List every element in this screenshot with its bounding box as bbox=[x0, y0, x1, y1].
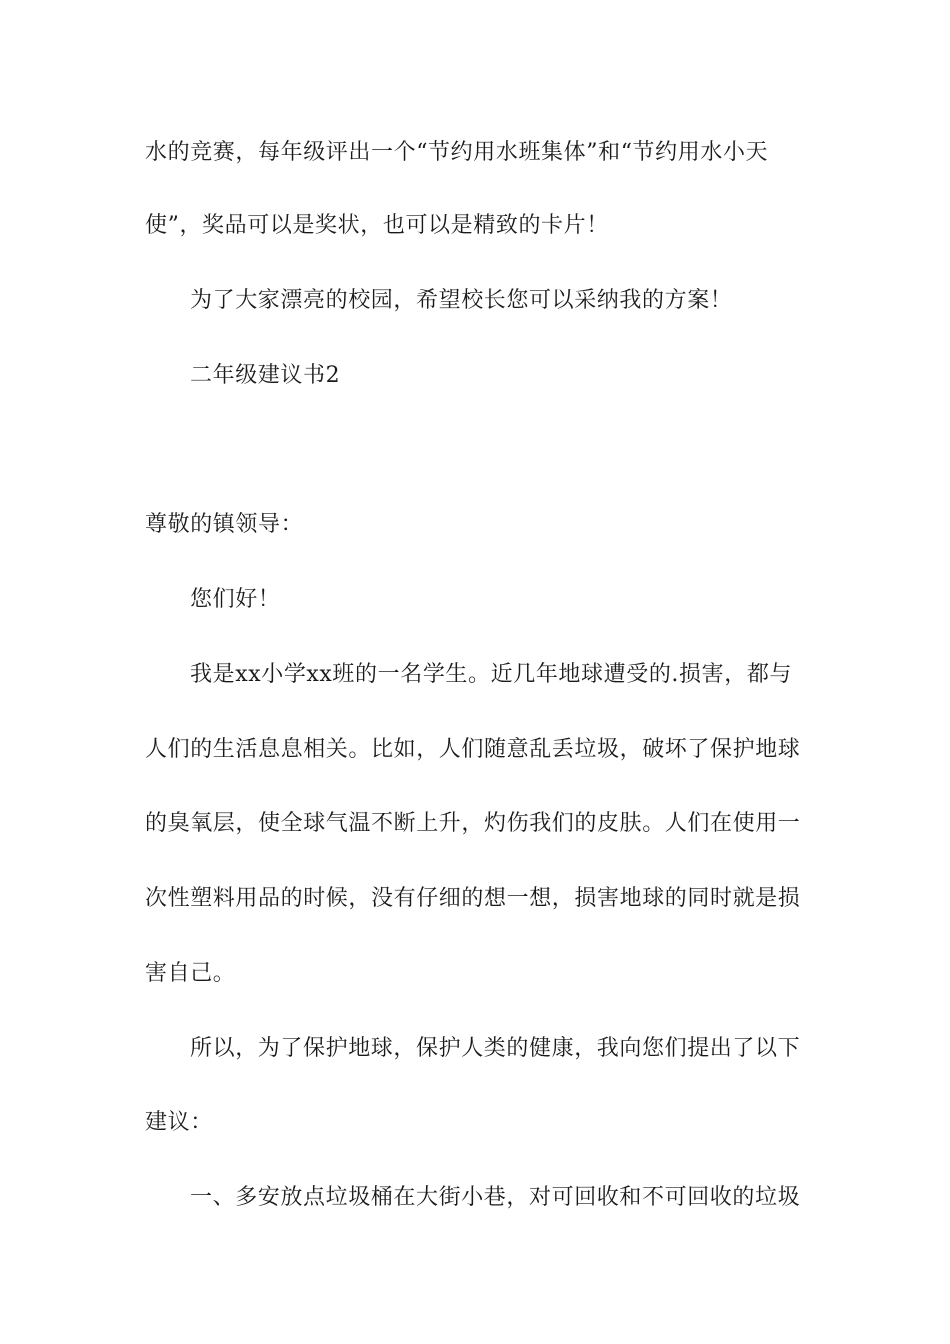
paragraph-line: 一、多安放点垃圾桶在大街小巷，对可回收和不可回收的垃圾 bbox=[190, 1185, 801, 1210]
paragraph-line: 次性塑料用品的时候，没有仔细的想一想，损害地球的同时就是损 bbox=[145, 886, 801, 911]
paragraph-line: 我是xx小学xx班的一名学生。近几年地球遭受的.损害，都与 bbox=[190, 662, 793, 687]
paragraph-line: 所以，为了保护地球，保护人类的健康，我向您们提出了以下 bbox=[190, 1036, 801, 1061]
paragraph-line: 使”，奖品可以是奖状，也可以是精致的卡片！ bbox=[145, 213, 609, 238]
paragraph-line: 水的竞赛，每年级评出一个“节约用水班集体”和“节约用水小天 bbox=[145, 140, 769, 165]
salutation: 尊敬的镇领导： bbox=[145, 512, 304, 537]
paragraph-line: 建议： bbox=[145, 1110, 213, 1135]
paragraph-line: 为了大家漂亮的校园，希望校长您可以采纳我的方案！ bbox=[190, 288, 733, 313]
greeting: 您们好！ bbox=[190, 587, 281, 612]
paragraph-line: 人们的生活息息相关。比如，人们随意乱丢垃圾，破坏了保护地球 bbox=[145, 737, 801, 762]
section-title: 二年级建议书2 bbox=[190, 363, 341, 388]
paragraph-line: 害自己。 bbox=[145, 961, 236, 986]
paragraph-line: 的臭氧层，使全球气温不断上升，灼伤我们的皮肤。人们在使用一 bbox=[145, 811, 801, 836]
